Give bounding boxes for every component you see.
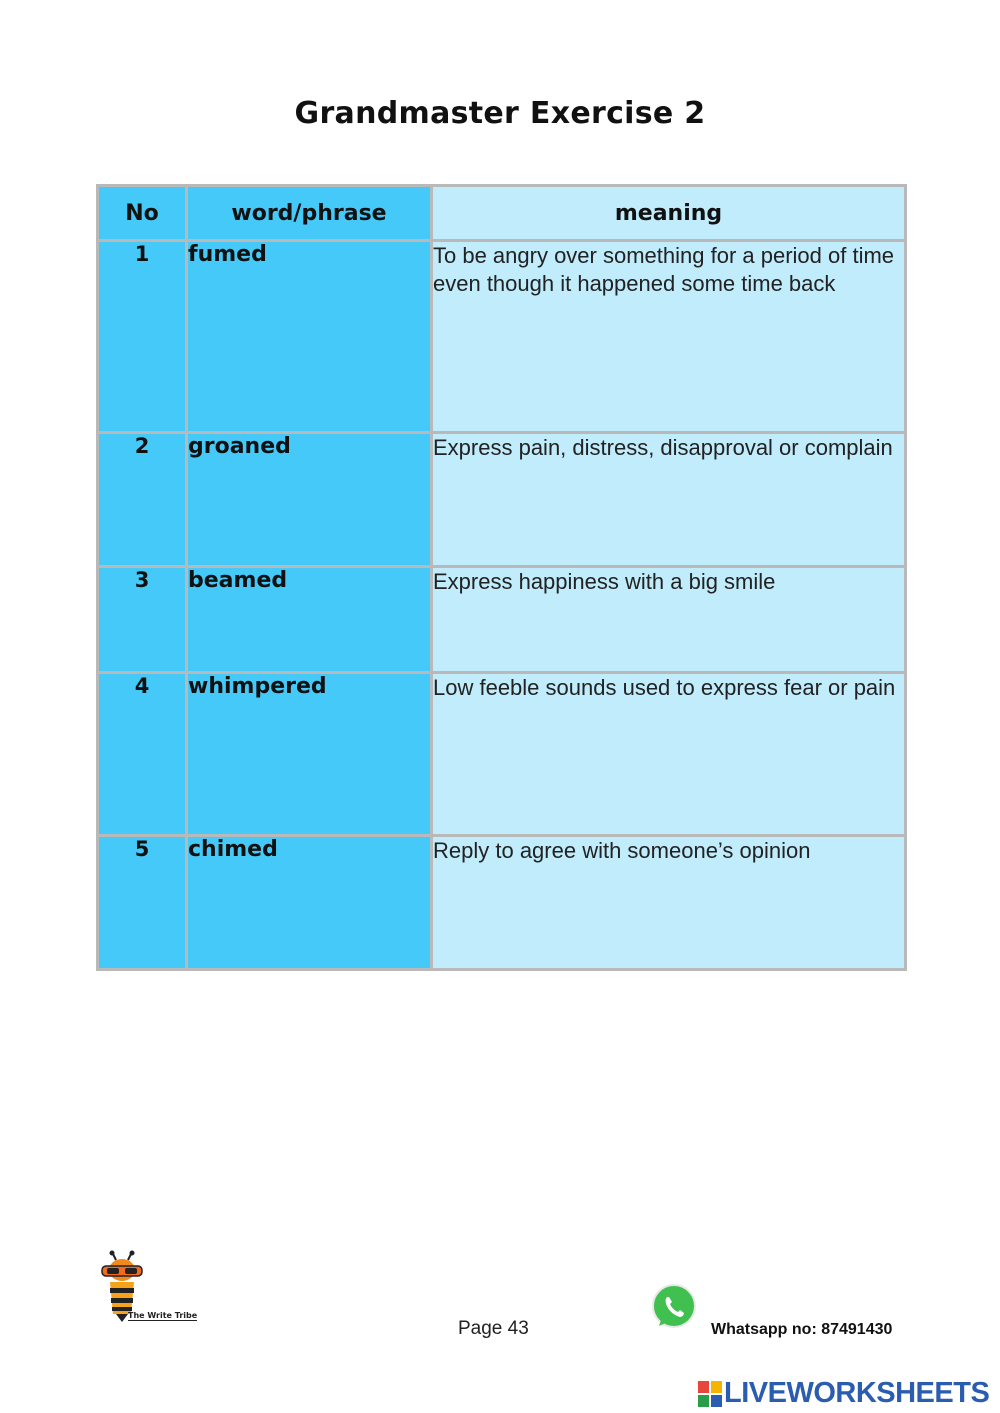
row-word: fumed [187,241,432,433]
page-title: Grandmaster Exercise 2 [294,96,706,131]
table-row [98,433,906,567]
header-meaning: meaning [432,186,906,241]
watermark-text: LIVEWORKSHEETS [724,1377,990,1409]
whatsapp-icon [650,1283,698,1331]
logo-text: The Write Tribe [128,1311,198,1320]
table-header-row [98,186,906,241]
row-number: 1 [98,241,187,433]
page-number: Page 43 [458,1318,529,1339]
vocabulary-table [96,184,907,971]
row-word: chimed [187,836,432,970]
header-no: No [98,186,187,241]
row-number: 4 [98,673,187,836]
header-word: word/phrase [187,186,432,241]
row-number: 5 [98,836,187,970]
row-meaning: Express happiness with a big smile [432,567,906,673]
table-row [98,836,906,970]
row-word: whimpered [187,673,432,836]
row-word: groaned [187,433,432,567]
row-number: 2 [98,433,187,567]
row-number: 3 [98,567,187,673]
row-meaning: Express pain, distress, disapproval or complain [432,433,906,567]
row-word: beamed [187,567,432,673]
row-meaning: Reply to agree with someone’s opinion [432,836,906,970]
table-row [98,241,906,433]
table-row [98,673,906,836]
whatsapp-number: Whatsapp no: 87491430 [711,1321,893,1338]
row-meaning: To be angry over something for a period of time even though it happened some time back [432,241,906,433]
liveworksheets-logo-icon [698,1381,722,1407]
row-meaning: Low feeble sounds used to express fear or pain [432,673,906,836]
table-row [98,567,906,673]
